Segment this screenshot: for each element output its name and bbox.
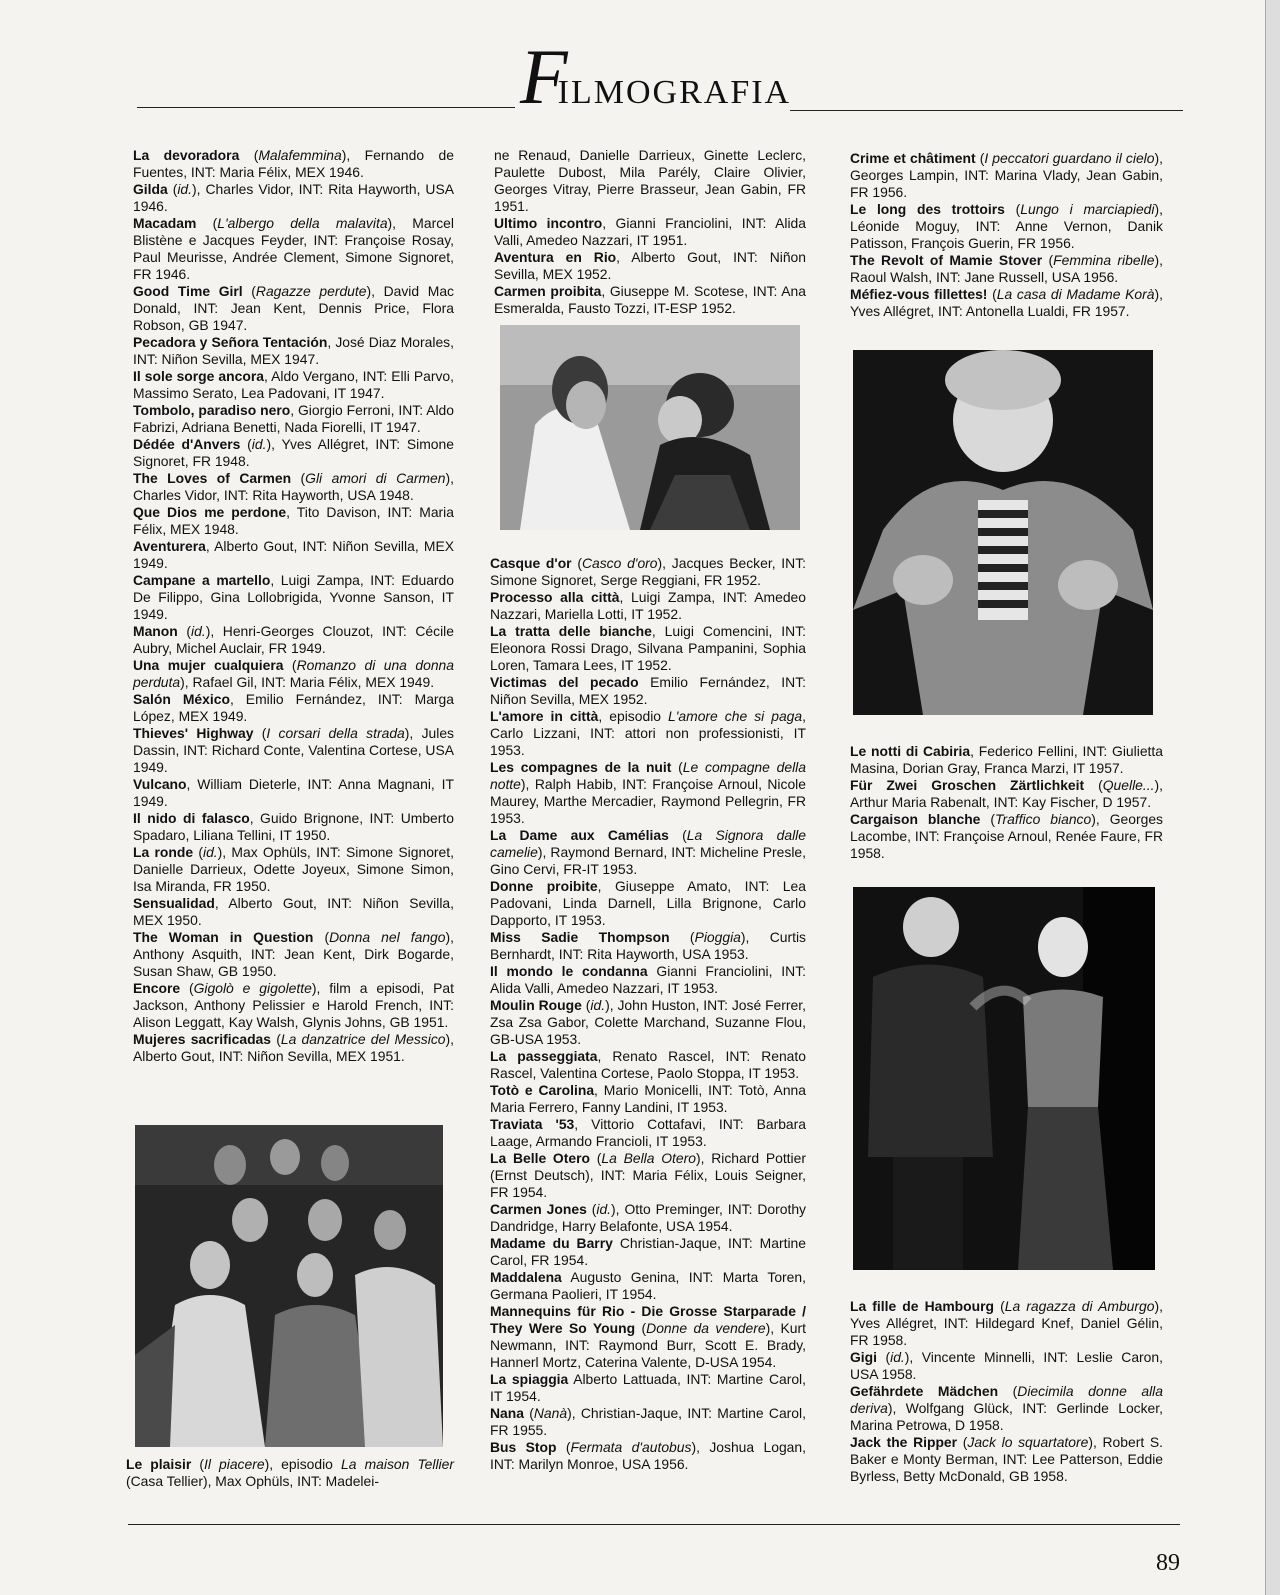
- filmography-entry: [850, 1383, 1163, 1434]
- film-details: , Alberto Gout, INT: Niñon Sevilla, MEX 1949.: [133, 538, 454, 571]
- footer-rule: [128, 1524, 1180, 1525]
- filmography-entry: [850, 252, 1163, 286]
- filmography-entry: [490, 1371, 806, 1405]
- film-title: Tombolo, paradiso nero: [133, 402, 291, 418]
- filmography-entry: [490, 1269, 806, 1303]
- film-title: Carmen Jones: [490, 1201, 587, 1217]
- film-title: La tratta delle bianche: [490, 623, 652, 639]
- film-title: Maddalena: [490, 1269, 562, 1285]
- film-details: (id.), Max Ophüls, INT: Simone Signoret, Danielle Darrieux, Odette Joyeux, Simone Simon, Isa Miranda, FR 1950.: [133, 844, 454, 894]
- filmography-entry: [490, 878, 806, 929]
- film-details: , Mario Monicelli, INT: Totò, Anna Maria Ferrero, Fanny Landini, IT 1953.: [490, 1082, 806, 1115]
- filmography-entry: [850, 811, 1163, 862]
- filmography-entry: [490, 759, 806, 827]
- filmography-entry: [133, 470, 454, 504]
- photo-carmen-proibita: [500, 325, 800, 530]
- filmography-entry: [490, 1235, 806, 1269]
- filmography-entry: [133, 776, 454, 810]
- filmography-entry: [133, 623, 454, 657]
- filmography-entry: [490, 929, 806, 963]
- filmography-entry: [133, 895, 454, 929]
- film-title: Für Zwei Groschen Zärtlichkeit: [850, 777, 1085, 793]
- filmography-entry: [133, 368, 454, 402]
- filmography-entry: [850, 743, 1163, 777]
- filmography-entry: [850, 1298, 1163, 1349]
- film-details: , Giuseppe Amato, INT: Lea Padovani, Linda Darnell, Lilla Brignone, Carlo Dapporto, IT 1953.: [490, 878, 806, 928]
- filmography-entry: [850, 777, 1163, 811]
- filmography-entry: [133, 283, 454, 334]
- film-details: , Luigi Zampa, INT: Amedeo Nazzari, Mariella Lotti, IT 1952.: [490, 589, 806, 622]
- film-title: Méfiez-vous fillettes!: [850, 286, 988, 302]
- filmography-entry: [126, 1456, 454, 1490]
- film-details: Alberto Lattuada, INT: Martine Carol, IT 1954.: [490, 1371, 806, 1404]
- film-details: (Gli amori di Carmen), Charles Vidor, INT: Rita Hayworth, USA 1948.: [133, 470, 454, 503]
- film-details: (Pioggia), Curtis Bernhardt, INT: Rita Hayworth, USA 1953.: [490, 929, 806, 962]
- film-title: Aventurera: [133, 538, 206, 554]
- filmography-entry: [133, 538, 454, 572]
- filmography-entry: [133, 844, 454, 895]
- filmography-entry: [133, 810, 454, 844]
- filmography-entry: [490, 827, 806, 878]
- filmography-entry: [490, 1405, 806, 1439]
- film-title: Una mujer cualquiera: [133, 657, 284, 673]
- film-details: (Ragazze perdute), David Mac Donald, INT: Jean Kent, Dennis Price, Flora Robson, GB 1947.: [133, 283, 454, 333]
- film-details: (id.), Henri-Georges Clouzot, INT: Cécile Aubry, Michel Auclair, FR 1949.: [133, 623, 454, 656]
- filmography-entry: [490, 1150, 806, 1201]
- filmography-entry: [133, 657, 454, 691]
- film-details: (Quelle...), Arthur Maria Rabenalt, INT: Kay Fischer, D 1957.: [850, 777, 1163, 810]
- film-title: Victimas del pecado: [490, 674, 639, 690]
- filmography-entry: [133, 929, 454, 980]
- film-details: , William Dieterle, INT: Anna Magnani, IT 1949.: [133, 776, 454, 809]
- film-title: La spiaggia: [490, 1371, 569, 1387]
- filmography-entry: [133, 215, 454, 283]
- film-details: (La Signora dalle camelie), Raymond Bernard, INT: Micheline Presle, Gino Cervi, FR-IT 1953.: [490, 827, 806, 877]
- filmography-entry: [490, 997, 806, 1048]
- filmography-entry: [133, 1031, 454, 1065]
- film-title: Vulcano: [133, 776, 187, 792]
- film-details: (id.), Yves Allégret, INT: Simone Signoret, FR 1948.: [133, 436, 454, 469]
- filmography-entry: [133, 334, 454, 368]
- filmography-entry: [490, 555, 806, 589]
- film-details: , Giorgio Ferroni, INT: Aldo Fabrizi, Adriana Benetti, Nada Fiorelli, IT 1947.: [133, 402, 454, 435]
- film-details: , Alberto Gout, INT: Niñon Sevilla, MEX 1952.: [494, 249, 806, 282]
- film-details: (Nanà), Christian-Jaque, INT: Martine Carol, FR 1955.: [490, 1405, 806, 1438]
- film-title: The Revolt of Mamie Stover: [850, 252, 1043, 268]
- film-details: , Luigi Comencini, INT: Eleonora Rossi Drago, Silvana Pampanini, Sophia Loren, Tamara Lees, IT 1952.: [490, 623, 806, 673]
- film-title: Madame du Barry: [490, 1235, 613, 1251]
- film-details: (La danzatrice del Messico), Alberto Gout, INT: Niñon Sevilla, MEX 1951.: [133, 1031, 454, 1064]
- filmography-entry: [494, 215, 806, 249]
- film-title: La fille de Hambourg: [850, 1298, 995, 1314]
- filmography-entry: [490, 1116, 806, 1150]
- film-title: Donne proibite: [490, 878, 598, 894]
- film-title: Aventura en Rio: [494, 249, 617, 265]
- film-details: , Luigi Zampa, INT: Eduardo De Filippo, Gina Lollobrigida, Yvonne Sanson, IT 1949.: [133, 572, 454, 622]
- filmography-entry: [850, 286, 1163, 320]
- film-details: (Romanzo di una donna perduta), Rafael Gil, INT: Maria Félix, MEX 1949.: [133, 657, 454, 690]
- film-title: Cargaison blanche: [850, 811, 981, 827]
- film-details: (I corsari della strada), Jules Dassin, INT: Richard Conte, Valentina Cortese, USA 1949.: [133, 725, 454, 775]
- film-title: Crime et châtiment: [850, 150, 976, 166]
- film-details: , Alberto Gout, INT: Niñon Sevilla, MEX 1950.: [133, 895, 454, 928]
- film-details: , Vittorio Cottafavi, INT: Barbara Laage, Armando Francioli, IT 1953.: [490, 1116, 806, 1149]
- film-details: (Il piacere), episodio La maison Tellier (Casa Tellier), Max Ophüls, INT: Madelei-: [126, 1456, 454, 1489]
- film-title: Il nido di falasco: [133, 810, 250, 826]
- photo-notti-di-cabiria: [853, 350, 1153, 715]
- column-2-text-bottom: [490, 555, 806, 1473]
- film-details: , Guido Brignone, INT: Umberto Spadaro, Liliana Tellini, IT 1950.: [133, 810, 454, 843]
- film-title: Nana: [490, 1405, 524, 1421]
- film-details: , Giuseppe M. Scotese, INT: Ana Esmeralda, Fausto Tozzi, IT-ESP 1952.: [494, 283, 806, 316]
- film-details: (Traffico bianco), Georges Lacombe, INT: Françoise Arnoul, Renée Faure, FR 1958.: [850, 811, 1163, 861]
- film-details: (La ragazza di Amburgo), Yves Allégret, INT: Hildegard Knef, Daniel Gélin, FR 1958.: [850, 1298, 1163, 1348]
- film-title: Gefährdete Mädchen: [850, 1383, 999, 1399]
- film-details: ne Renaud, Danielle Darrieux, Ginette Leclerc, Paulette Dubost, Mila Parély, Claire Olivier, Georges Vitray, Pierre Brasseur, Jean Gabin, FR 1951.: [494, 147, 806, 214]
- film-details: Augusto Genina, INT: Marta Toren, Germana Paolieri, IT 1954.: [490, 1269, 806, 1302]
- film-title: La ronde: [133, 844, 194, 860]
- film-title: Dédée d'Anvers: [133, 436, 241, 452]
- film-details: Christian-Jaque, INT: Martine Carol, FR 1954.: [490, 1235, 806, 1268]
- film-title: Pecadora y Señora Tentación: [133, 334, 328, 350]
- filmography-entry: [494, 147, 806, 215]
- filmography-entry: [133, 504, 454, 538]
- film-title: Casque d'or: [490, 555, 572, 571]
- film-details: (La casa di Madame Korà), Yves Allégret, INT: Antonella Lualdi, FR 1957.: [850, 286, 1163, 319]
- photo-fille-de-hambourg: [853, 887, 1155, 1270]
- film-details: (Lungo i marciapiedi), Léonide Moguy, INT: Anne Vernon, Danik Patisson, François Guerin, FR 1956.: [850, 201, 1163, 251]
- page-edge: [1265, 0, 1280, 1595]
- film-details: (id.), Otto Preminger, INT: Dorothy Dandridge, Harry Belafonte, USA 1954.: [490, 1201, 806, 1234]
- film-details: (Casco d'oro), Jacques Becker, INT: Simone Signoret, Serge Reggiani, FR 1952.: [490, 555, 806, 588]
- film-title: Macadam: [133, 215, 197, 231]
- film-title: Miss Sadie Thompson: [490, 929, 670, 945]
- film-details: (Femmina ribelle), Raoul Walsh, INT: Jane Russell, USA 1956.: [850, 252, 1163, 285]
- column-3-text-middle: [850, 743, 1163, 862]
- film-details: , José Diaz Morales, INT: Niñon Sevilla, MEX 1947.: [133, 334, 454, 367]
- film-title: Mannequins für Rio - Die Grosse Starparade / They Were So Young: [490, 1303, 806, 1336]
- film-title: Gigi: [850, 1349, 878, 1365]
- filmography-entry: [133, 691, 454, 725]
- film-title: Jack the Ripper: [850, 1434, 958, 1450]
- film-details: Emilio Fernández, INT: Niñon Sevilla, MEX 1952.: [490, 674, 806, 707]
- film-details: (Fermata d'autobus), Joshua Logan, INT: Marilyn Monroe, USA 1956.: [490, 1439, 806, 1472]
- filmography-entry: [133, 572, 454, 623]
- filmography-entry: [490, 674, 806, 708]
- film-details: (id.), John Huston, INT: José Ferrer, Zsa Zsa Gabor, Colette Marchand, Suzanne Flou, GB-USA 1953.: [490, 997, 806, 1047]
- film-title: La devoradora: [133, 147, 240, 163]
- title-rest: ILMOGRAFIA: [557, 74, 792, 111]
- film-title: Le notti di Cabiria: [850, 743, 971, 759]
- film-details: (Jack lo squartatore), Robert S. Baker e Monty Berman, INT: Lee Patterson, Eddie Byrless, Betty McDonald, GB 1958.: [850, 1434, 1163, 1484]
- title-initial: F: [520, 33, 568, 120]
- filmography-entry: [490, 708, 806, 759]
- film-details: , episodio L'amore che si paga, Carlo Lizzani, INT: attori non professionisti, IT 1953.: [490, 708, 806, 758]
- filmography-entry: [133, 980, 454, 1031]
- filmography-entry: [133, 147, 454, 181]
- film-title: Il mondo le condanna: [490, 963, 648, 979]
- film-title: La Belle Otero: [490, 1150, 590, 1166]
- film-title: Sensualidad: [133, 895, 215, 911]
- film-details: (Le compagne della notte), Ralph Habib, INT: Françoise Arnoul, Nicole Maurey, Marthe Mercadier, Raymond Pellegrin, FR 1953.: [490, 759, 806, 826]
- film-details: , Gianni Franciolini, INT: Alida Valli, Amedeo Nazzari, IT 1951.: [494, 215, 806, 248]
- film-title: Il sole sorge ancora: [133, 368, 264, 384]
- film-details: , Renato Rascel, INT: Renato Rascel, Valentina Cortese, Paolo Stoppa, IT 1953.: [490, 1048, 806, 1081]
- filmography-entry: [133, 181, 454, 215]
- film-details: (id.), Charles Vidor, INT: Rita Hayworth, USA 1946.: [133, 181, 454, 214]
- film-details: , Emilio Fernández, INT: Marga López, MEX 1949.: [133, 691, 454, 724]
- film-details: (L'albergo della malavita), Marcel Blistène e Jacques Feyder, INT: Françoise Rosay, Paul Meurisse, Andrée Clement, Simone Signoret, FR 1946.: [133, 215, 454, 282]
- film-title: Salón México: [133, 691, 230, 707]
- film-title: Totò e Carolina: [490, 1082, 595, 1098]
- film-title: Good Time Girl: [133, 283, 243, 299]
- film-details: Gianni Franciolini, INT: Alida Valli, Amedeo Nazzari, IT 1953.: [490, 963, 806, 996]
- film-details: , Aldo Vergano, INT: Elli Parvo, Massimo Serato, Lea Padovani, IT 1947.: [133, 368, 454, 401]
- filmography-entry: [490, 1201, 806, 1235]
- film-title: The Woman in Question: [133, 929, 314, 945]
- filmography-entry: [133, 402, 454, 436]
- filmography-entry: [494, 283, 806, 317]
- filmography-entry: [490, 963, 806, 997]
- film-title: Traviata '53: [490, 1116, 575, 1132]
- film-details: (La Bella Otero), Richard Pottier (Ernst Deutsch), INT: Maria Félix, Louis Seigner, FR 1954.: [490, 1150, 806, 1200]
- filmography-entry: [133, 725, 454, 776]
- filmography-entry: [490, 1082, 806, 1116]
- film-title: Campane a martello: [133, 572, 271, 588]
- film-title: Ultimo incontro: [494, 215, 603, 231]
- film-details: (id.), Vincente Minnelli, INT: Leslie Caron, USA 1958.: [850, 1349, 1163, 1382]
- page-title: [520, 33, 792, 120]
- filmography-entry: [850, 201, 1163, 252]
- film-details: (Gigolò e gigolette), film a episodi, Pat Jackson, Anthony Pelissier e Harold French, INT: Alison Leggatt, Kay Walsh, Glynis Johns, GB 1951.: [133, 980, 454, 1030]
- filmography-entry: [850, 150, 1163, 201]
- film-title: Carmen proibita: [494, 283, 602, 299]
- column-1-caption: [126, 1456, 454, 1490]
- filmography-entry: [133, 436, 454, 470]
- filmography-entry: [850, 1349, 1163, 1383]
- column-3-text-top: [850, 150, 1163, 320]
- film-details: (Diecimila donne alla deriva), Wolfgang Glück, INT: Gerlinde Locker, Marina Petrowa, D 1958.: [850, 1383, 1163, 1433]
- filmography-entry: [490, 589, 806, 623]
- film-details: , Tito Davison, INT: Maria Félix, MEX 1948.: [133, 504, 454, 537]
- film-title: Encore: [133, 980, 181, 996]
- film-details: (Donna nel fango), Anthony Asquith, INT: Jean Kent, Dirk Bogarde, Susan Shaw, GB 1950.: [133, 929, 455, 979]
- filmography-entry: [490, 1439, 806, 1473]
- film-title: Thieves' Highway: [133, 725, 254, 741]
- column-1-text: [133, 147, 454, 1065]
- filmography-entry: [494, 249, 806, 283]
- film-title: Le plaisir: [126, 1456, 192, 1472]
- header-rule-left: [137, 107, 515, 108]
- page-number: 89: [1156, 1550, 1180, 1576]
- filmography-entry: [490, 1048, 806, 1082]
- film-title: La passeggiata: [490, 1048, 598, 1064]
- header-rule-right: [790, 110, 1183, 111]
- column-3-text-bottom: [850, 1298, 1163, 1485]
- filmography-entry: [850, 1434, 1163, 1485]
- film-title: Manon: [133, 623, 178, 639]
- film-details: , Federico Fellini, INT: Giulietta Masina, Dorian Gray, Franca Marzi, IT 1957.: [850, 743, 1163, 776]
- film-details: (I peccatori guardano il cielo), Georges Lampin, INT: Marina Vlady, Jean Gabin, FR 1956.: [850, 150, 1163, 200]
- filmography-entry: [490, 1303, 806, 1371]
- film-title: Les compagnes de la nuit: [490, 759, 672, 775]
- film-title: L'amore in città: [490, 708, 599, 724]
- film-title: The Loves of Carmen: [133, 470, 292, 486]
- film-title: Gilda: [133, 181, 168, 197]
- photo-le-plaisir: [135, 1125, 443, 1447]
- column-2-text-top: [494, 147, 806, 317]
- film-title: Le long des trottoirs: [850, 201, 1005, 217]
- film-title: Processo alla città: [490, 589, 620, 605]
- film-title: Moulin Rouge: [490, 997, 582, 1013]
- film-title: Que Dios me perdone: [133, 504, 287, 520]
- film-details: (Malafemmina), Fernando de Fuentes, INT: Maria Félix, MEX 1946.: [133, 147, 454, 180]
- filmography-entry: [490, 623, 806, 674]
- film-details: (Donne da vendere), Kurt Newmann, INT: Raymond Burr, Scott E. Brady, Hannerl Mortz, Caterina Valente, D-USA 1954.: [490, 1320, 806, 1370]
- film-title: Bus Stop: [490, 1439, 557, 1455]
- film-title: Mujeres sacrificadas: [133, 1031, 272, 1047]
- film-title: La Dame aux Camélias: [490, 827, 669, 843]
